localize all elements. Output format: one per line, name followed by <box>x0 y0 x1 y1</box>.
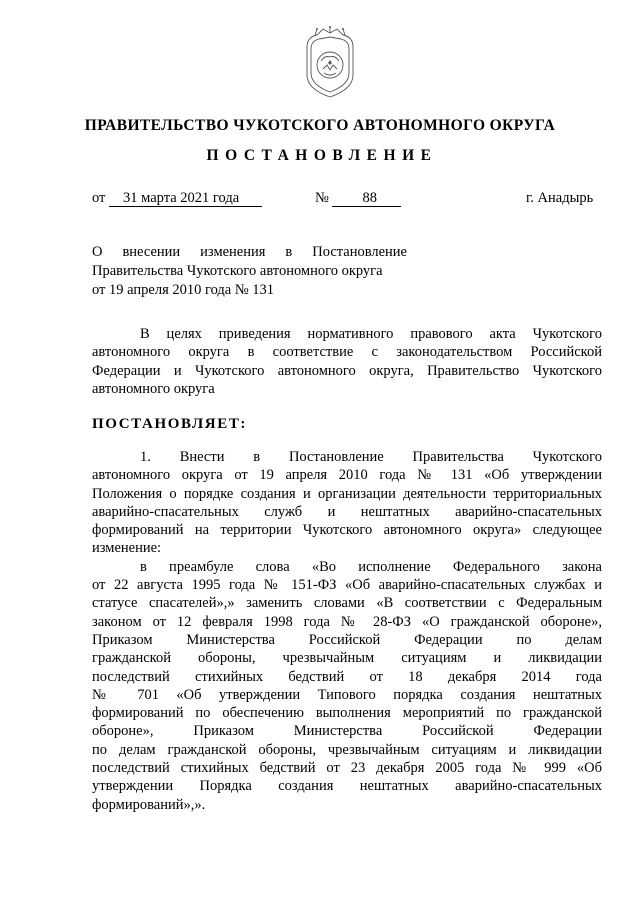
paragraph-line: автономного округа в соответствие с законодательством Российской <box>92 344 602 361</box>
paragraph-line: по делам гражданской обороны, чрезвычайным ситуациям и ликвидации <box>92 741 602 758</box>
paragraph-line: статусе спасателей»,» заменить словами «В соответствии с Федеральным <box>92 595 602 612</box>
paragraph-line: Федерации и Чукотского автономного округа, Правительство Чукотского <box>92 362 602 379</box>
number-field <box>315 190 401 207</box>
coat-of-arms-emblem <box>301 25 359 99</box>
paragraph-line: формирований на территории Чукотского автономного округа» следующее <box>92 522 602 539</box>
paragraph-line: формирований»,». <box>92 796 206 813</box>
paragraph-line: законом от 12 февраля 1998 года № 28-ФЗ «О гражданской обороне», <box>92 613 602 630</box>
number-label: № <box>315 190 329 206</box>
date-label: от <box>92 190 106 206</box>
paragraph-line: в преамбуле слова «Во исполнение Федерального закона <box>140 558 602 575</box>
date-field <box>92 190 262 207</box>
paragraph-line: последствий стихийных бедствий от 23 декабря 2005 года № 999 «Об <box>92 760 602 777</box>
paragraph-line: автономного округа от 19 апреля 2010 года № 131 «Об утверждении <box>92 467 602 484</box>
city: г. Анадырь <box>526 190 594 206</box>
paragraph-line: от 22 августа 1995 года № 151-ФЗ «Об аварийно-спасательных службах и <box>92 577 602 594</box>
paragraph-line: № 701 «Об утверждении Типового порядка создания нештатных <box>92 686 602 703</box>
date-value: 31 марта 2021 года <box>109 191 262 207</box>
paragraph-line: обороне», Приказом Министерства Российской Федерации <box>92 723 602 740</box>
paragraph-line: утверждении Порядка создания нештатных аварийно-спасательных <box>92 778 602 795</box>
subject-line: от 19 апреля 2010 года № 131 <box>92 282 275 298</box>
paragraph-line: изменение: <box>92 540 162 557</box>
resolve-heading: ПОСТАНОВЛЯЕТ: <box>92 416 248 432</box>
paragraph-line: формирований по обеспечению выполнения мероприятий по гражданской <box>92 705 602 722</box>
paragraph-line: В целях приведения нормативного правового акта Чукотского <box>140 326 602 342</box>
paragraph-line: автономного округа <box>92 380 215 397</box>
government-title: ПРАВИТЕЛЬСТВО ЧУКОТСКОГО АВТОНОМНОГО ОКРУГА <box>84 117 556 134</box>
paragraph-line: аварийно-спасательных служб и нештатных аварийно-спасательных <box>92 503 602 520</box>
paragraph-line: 1. Внести в Постановление Правительства Чукотского <box>140 449 602 465</box>
subject-line: Правительства Чукотского автономного округа <box>92 263 383 279</box>
number-value: 88 <box>332 191 401 207</box>
item-1-paragraph <box>92 448 602 814</box>
subject-line: О внесении изменения в Постановление <box>92 244 407 260</box>
paragraph-line: последствий стихийных бедствий от 18 декабря 2014 года <box>92 668 602 685</box>
document-subject <box>92 243 407 300</box>
document-type-title: ПОСТАНОВЛЕНИЕ <box>206 147 438 164</box>
preamble-paragraph <box>92 325 602 398</box>
paragraph-line: гражданской обороны, чрезвычайным ситуациям и ликвидации <box>92 650 602 667</box>
paragraph-line: Приказом Министерства Российской Федерации по делам <box>92 631 602 648</box>
paragraph-line: Положения о порядке создания и организации деятельности территориальных <box>92 485 602 502</box>
